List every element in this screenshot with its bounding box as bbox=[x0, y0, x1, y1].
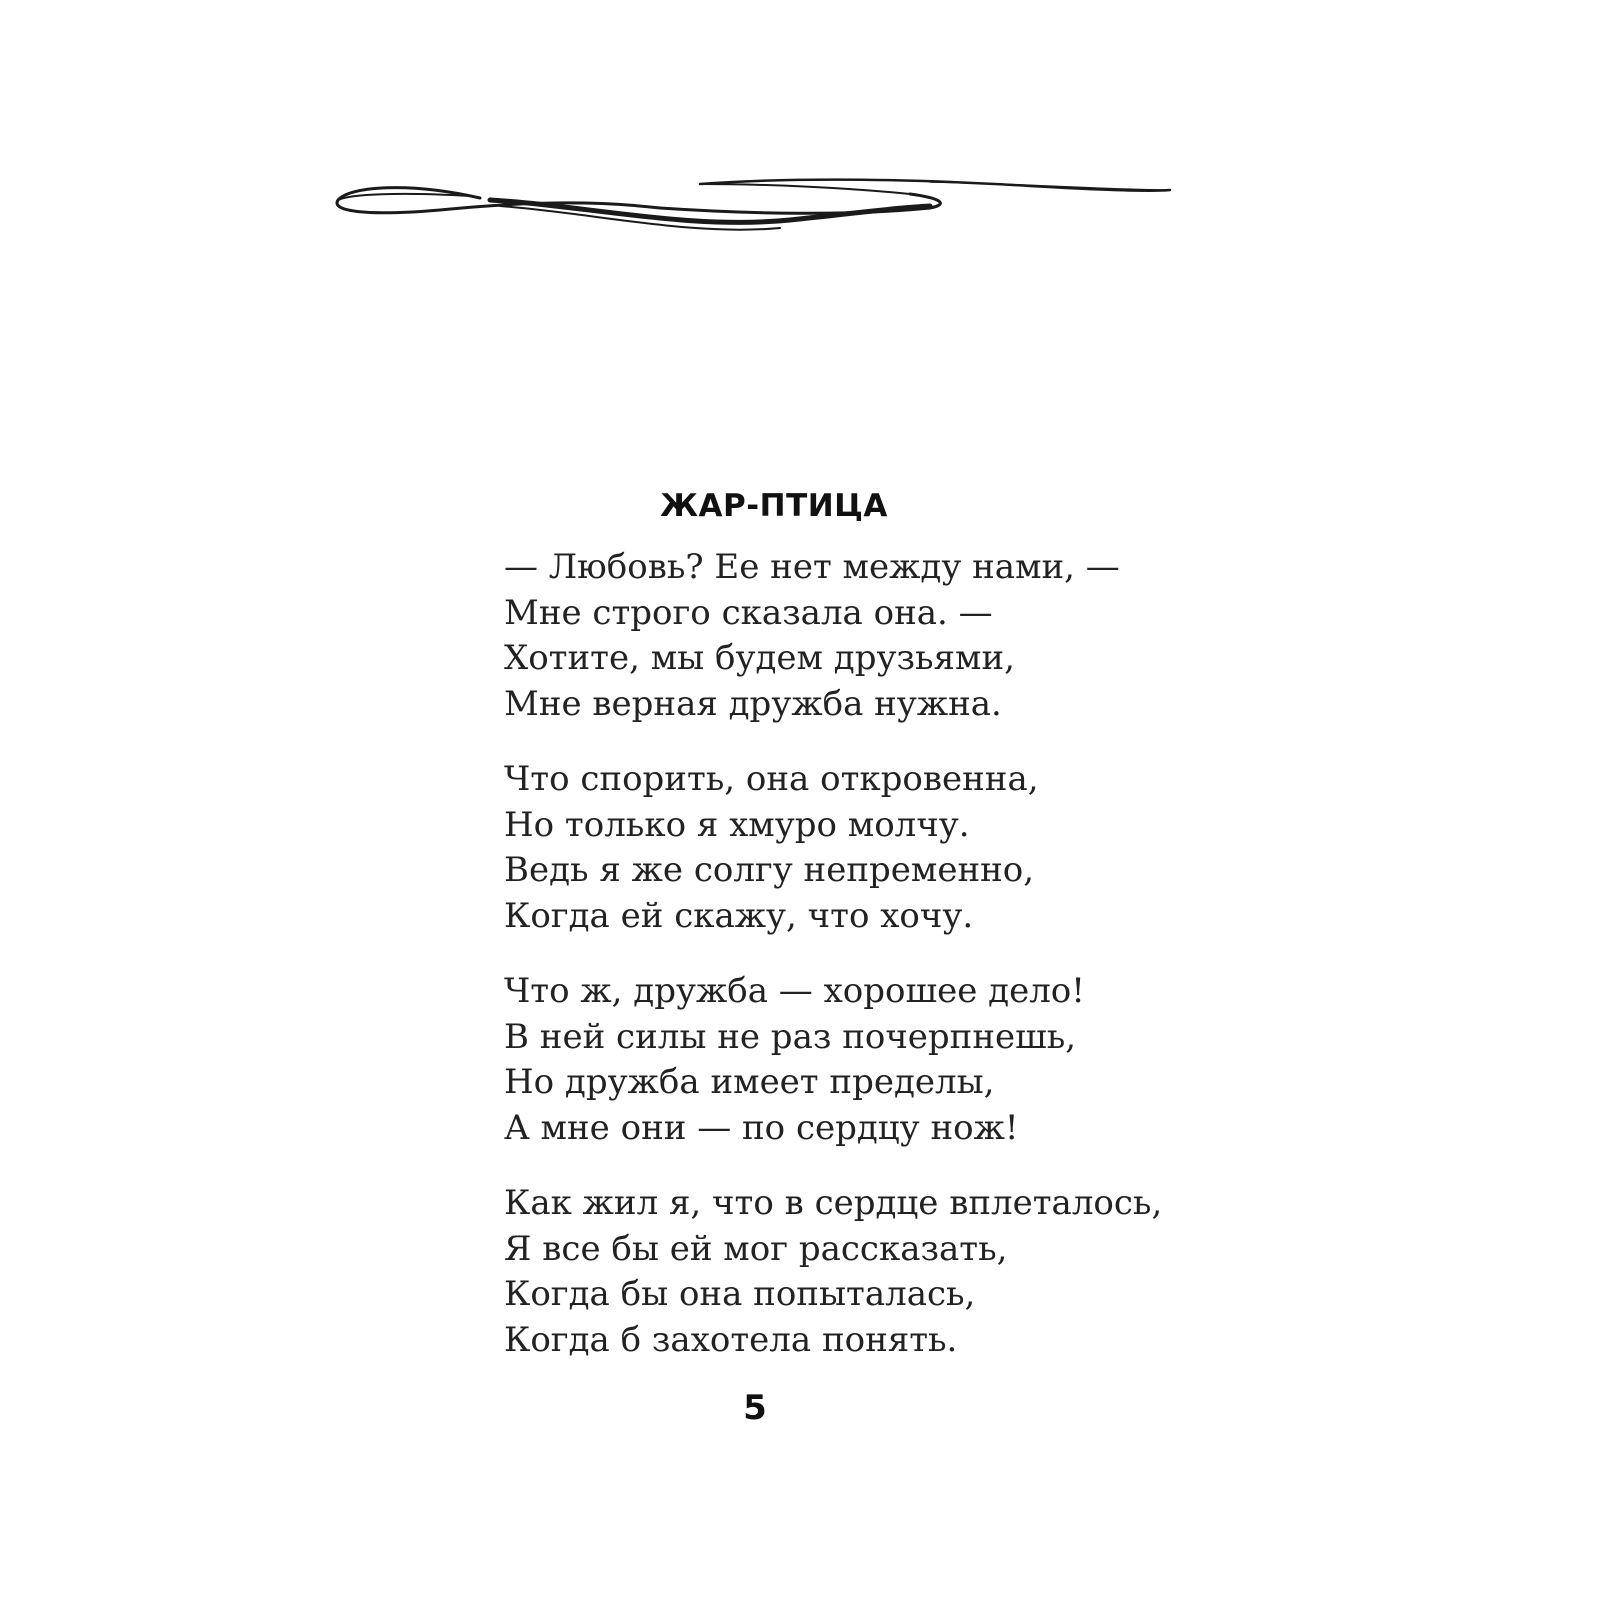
poem-line: Когда ей скажу, что хочу. bbox=[504, 895, 974, 936]
flourish-divider-icon bbox=[330, 170, 1190, 250]
poem-title: ЖАР-ПТИЦА bbox=[660, 488, 888, 524]
poem-line: Когда бы она попыталась, bbox=[504, 1274, 976, 1314]
stanza-4 bbox=[504, 1181, 1504, 1363]
poem-line: Ведь я же солгу непременно, bbox=[504, 850, 1035, 890]
poem-body bbox=[504, 545, 1504, 1393]
poem-line: Но дружба имеет пределы, bbox=[504, 1062, 995, 1102]
page-number: 5 bbox=[743, 1388, 767, 1428]
poem-line: В ней силы не раз почерпнешь, bbox=[504, 1016, 1077, 1057]
poem-line: Когда б захотела понять. bbox=[504, 1319, 958, 1360]
poem-line: Что спорить, она откровенна, bbox=[504, 759, 1039, 799]
poem-line: Как жил я, что в сердце вплеталось, bbox=[504, 1183, 1163, 1223]
poem-line: Но только я хмуро молчу. bbox=[504, 804, 970, 845]
stanza-2 bbox=[504, 757, 1504, 939]
stanza-3 bbox=[504, 969, 1504, 1151]
poem-line: Хотите, мы будем друзьями, bbox=[504, 638, 1015, 678]
poem-line: Мне строго сказала она. — bbox=[504, 592, 993, 633]
poem-line: Я все бы ей мог рассказать, bbox=[504, 1228, 1008, 1269]
poem-line: Что ж, дружба — хорошее дело! bbox=[504, 971, 1085, 1011]
stanza-1 bbox=[504, 545, 1504, 727]
poem-line: — Любовь? Ее нет между нами, — bbox=[504, 547, 1120, 587]
poem-line: Мне верная дружба нужна. bbox=[504, 683, 1002, 724]
poem-line: А мне они — по сердцу нож! bbox=[504, 1107, 1019, 1148]
